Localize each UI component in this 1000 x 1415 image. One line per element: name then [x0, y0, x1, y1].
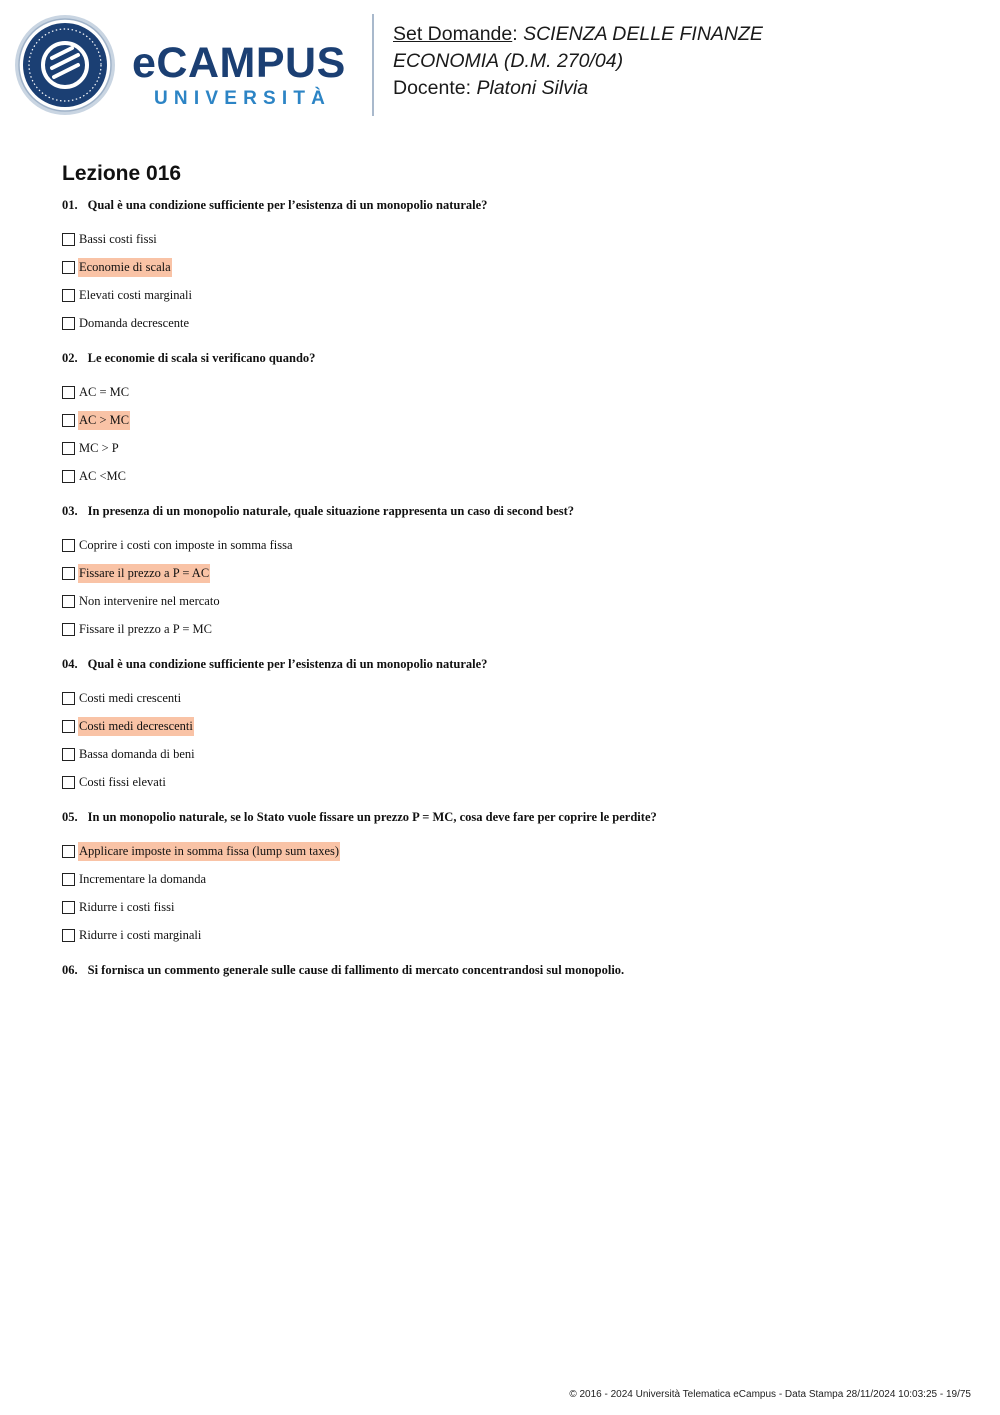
answer-option[interactable] [62, 712, 962, 740]
question-statement: Le economie di scala si verificano quando? [87, 351, 316, 365]
answer-label: Domanda decrescente [79, 315, 190, 330]
answer-option[interactable] [62, 378, 962, 406]
answer-option[interactable] [62, 406, 962, 434]
question-number: 06. [62, 963, 78, 977]
question-item [62, 962, 962, 978]
answer-checkbox[interactable] [62, 901, 75, 914]
answer-checkbox[interactable] [62, 623, 75, 636]
answer-label: Bassi costi fissi [79, 231, 157, 246]
answer-checkbox[interactable] [62, 567, 75, 580]
question-text [62, 962, 962, 978]
answer-option[interactable] [62, 253, 962, 281]
ecampus-seal-icon [14, 14, 116, 116]
answer-checkbox[interactable] [62, 845, 75, 858]
question-statement: In presenza di un monopolio naturale, quale situazione rappresenta un caso di second best? [87, 504, 575, 518]
header-divider [372, 14, 374, 116]
answer-checkbox[interactable] [62, 929, 75, 942]
answer-option[interactable] [62, 587, 962, 615]
answer-label: MC > P [79, 440, 119, 455]
answer-option[interactable] [62, 740, 962, 768]
answer-option[interactable] [62, 434, 962, 462]
answer-option[interactable] [62, 559, 962, 587]
correct-answer-label: Applicare imposte in somma fissa (lump sum taxes) [78, 842, 340, 861]
question-text [62, 503, 962, 519]
answer-label: Incrementare la domanda [79, 871, 207, 886]
question-number: 04. [62, 657, 78, 671]
answer-option[interactable] [62, 462, 962, 490]
answer-checkbox[interactable] [62, 442, 75, 455]
correct-answer-label: Fissare il prezzo a P = AC [78, 564, 210, 583]
course-line [393, 21, 763, 48]
set-separator: : [512, 23, 518, 45]
question-statement: Qual è una condizione sufficiente per l’esistenza di un monopolio naturale? [87, 198, 488, 212]
correct-answer-label: Costi medi decrescenti [78, 717, 194, 736]
question-item [62, 197, 962, 337]
question-statement: In un monopolio naturale, se lo Stato vuole fissare un prezzo P = MC, cosa deve fare per coprire le perdite? [87, 810, 657, 824]
correct-answer-label: AC > MC [78, 411, 130, 430]
question-statement: Qual è una condizione sufficiente per l’esistenza di un monopolio naturale? [87, 657, 488, 671]
question-list [62, 197, 962, 991]
page-footer: © 2016 - 2024 Università Telematica eCampus - Data Stampa 28/11/2024 10:03:25 - 19/75 [569, 1389, 971, 1400]
question-item [62, 350, 962, 490]
answer-checkbox[interactable] [62, 317, 75, 330]
answer-checkbox[interactable] [62, 692, 75, 705]
answer-checkbox[interactable] [62, 748, 75, 761]
course-info [393, 21, 763, 102]
answer-label: Fissare il prezzo a P = MC [79, 621, 212, 636]
answer-checkbox[interactable] [62, 539, 75, 552]
answer-option[interactable] [62, 921, 962, 949]
answer-option[interactable] [62, 865, 962, 893]
brand-name: eCAMPUS [132, 39, 346, 87]
answer-label: Ridurre i costi fissi [79, 899, 175, 914]
answer-checkbox[interactable] [62, 595, 75, 608]
answer-label: Coprire i costi con imposte in somma fissa [79, 537, 293, 552]
answer-label: Costi fissi elevati [79, 774, 166, 789]
answer-option[interactable] [62, 768, 962, 796]
answer-checkbox[interactable] [62, 873, 75, 886]
answer-checkbox[interactable] [62, 414, 75, 427]
answer-label: Ridurre i costi marginali [79, 927, 202, 942]
answer-label: Elevati costi marginali [79, 287, 192, 302]
question-text [62, 809, 962, 825]
set-label: Set Domande [393, 23, 513, 45]
answer-option[interactable] [62, 837, 962, 865]
teacher-line [393, 75, 763, 102]
answer-label: AC <MC [79, 468, 126, 483]
answer-label: Bassa domanda di beni [79, 746, 195, 761]
question-text [62, 656, 962, 672]
question-item [62, 809, 962, 949]
answer-option[interactable] [62, 615, 962, 643]
teacher-label: Docente: [393, 77, 472, 99]
answer-option[interactable] [62, 225, 962, 253]
question-number: 05. [62, 810, 78, 824]
brand-subtitle: UNIVERSITÀ [154, 88, 332, 109]
answer-option[interactable] [62, 531, 962, 559]
answer-option[interactable] [62, 893, 962, 921]
ecampus-wordmark [132, 39, 346, 110]
answer-label: AC = MC [79, 384, 130, 399]
ecampus-logo [14, 14, 364, 118]
answer-checkbox[interactable] [62, 233, 75, 246]
answer-option[interactable] [62, 309, 962, 337]
answer-label: Non intervenire nel mercato [79, 593, 220, 608]
answer-checkbox[interactable] [62, 289, 75, 302]
answer-checkbox[interactable] [62, 776, 75, 789]
answer-option[interactable] [62, 684, 962, 712]
question-number: 01. [62, 198, 78, 212]
answer-label: Costi medi crescenti [79, 690, 182, 705]
question-text [62, 197, 962, 213]
question-item [62, 656, 962, 796]
degree-name: ECONOMIA (D.M. 270/04) [393, 50, 624, 72]
correct-answer-label: Economie di scala [78, 258, 172, 277]
answer-checkbox[interactable] [62, 470, 75, 483]
answer-option[interactable] [62, 281, 962, 309]
lesson-title: Lezione 016 [62, 162, 182, 185]
question-statement: Si fornisca un commento generale sulle cause di fallimento di mercato concentrandosi sul monopolio. [87, 963, 625, 977]
course-name: SCIENZA DELLE FINANZE [523, 23, 763, 45]
answer-checkbox[interactable] [62, 261, 75, 274]
question-item [62, 503, 962, 643]
answer-checkbox[interactable] [62, 386, 75, 399]
answer-checkbox[interactable] [62, 720, 75, 733]
question-number: 02. [62, 351, 78, 365]
question-number: 03. [62, 504, 78, 518]
teacher-name: Platoni Silvia [476, 77, 589, 99]
question-text [62, 350, 962, 366]
